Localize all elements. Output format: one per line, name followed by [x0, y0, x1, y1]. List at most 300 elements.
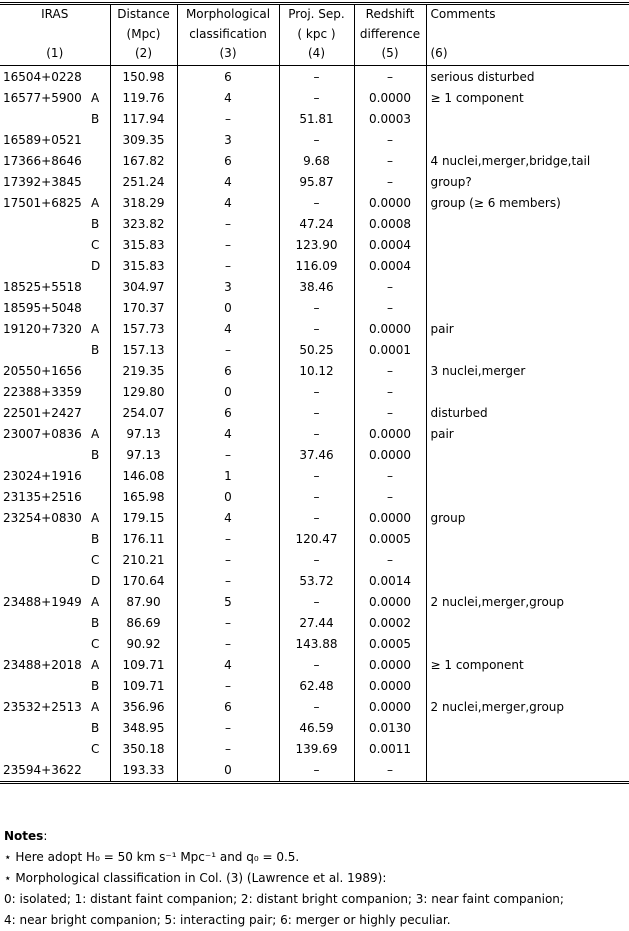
proj-sep-value: –	[279, 655, 354, 676]
iras-id: 16589+0521	[3, 132, 82, 147]
redshift-diff-value: 0.0014	[354, 571, 426, 592]
redshift-diff-value: –	[354, 466, 426, 487]
redshift-diff-value: 0.0004	[354, 256, 426, 277]
notes-title: Notes	[4, 829, 44, 843]
header-sep: Proj. Sep.	[279, 4, 354, 25]
redshift-diff-value: 0.0000	[354, 88, 426, 109]
morph-class-value: –	[177, 214, 279, 235]
iras-id: 18525+5518	[3, 279, 82, 294]
proj-sep-value: –	[279, 88, 354, 109]
iras-id: 20550+1656	[3, 363, 82, 378]
iras-id: 23488+1949	[3, 594, 82, 609]
component-label: A	[91, 594, 100, 609]
morph-class-value: –	[177, 634, 279, 655]
proj-sep-value: 47.24	[279, 214, 354, 235]
component-label: B	[91, 531, 100, 546]
header-redshift-line2: difference	[354, 25, 426, 45]
component-label: B	[91, 720, 100, 735]
distance-value: 170.37	[110, 298, 177, 319]
proj-sep-value: 10.12	[279, 361, 354, 382]
proj-sep-value: 53.72	[279, 571, 354, 592]
comment-text	[426, 298, 629, 319]
header-distance-unit: (Mpc)	[110, 25, 177, 45]
iras-id: 23594+3622	[3, 762, 82, 777]
component-label	[91, 298, 110, 319]
redshift-diff-value: 0.0005	[354, 634, 426, 655]
distance-value: 176.11	[110, 529, 177, 550]
proj-sep-value: 62.48	[279, 676, 354, 697]
morph-class-value: 4	[177, 655, 279, 676]
morph-class-value: –	[177, 340, 279, 361]
morph-class-value: –	[177, 571, 279, 592]
proj-sep-value: –	[279, 466, 354, 487]
morph-class-value: 0	[177, 487, 279, 508]
morph-class-value: –	[177, 529, 279, 550]
redshift-diff-value: 0.0000	[354, 508, 426, 529]
redshift-diff-value: –	[354, 277, 426, 298]
proj-sep-value: –	[279, 382, 354, 403]
comment-text: ≥ 1 component	[426, 655, 629, 676]
comment-text: 4 nuclei,merger,bridge,tail	[426, 151, 629, 172]
table-row	[0, 445, 629, 466]
iras-id	[0, 634, 91, 655]
iras-id	[0, 340, 91, 361]
component-label: C	[91, 741, 100, 756]
iras-id: 23007+0836	[3, 426, 82, 441]
morph-class-value: 4	[177, 424, 279, 445]
iras-id: 19120+7320	[3, 321, 82, 336]
morph-class-value: 0	[177, 298, 279, 319]
distance-value: 323.82	[110, 214, 177, 235]
table-row	[0, 403, 629, 424]
distance-value: 117.94	[110, 109, 177, 130]
distance-value: 219.35	[110, 361, 177, 382]
iras-id: 22501+2427	[3, 405, 82, 420]
redshift-diff-value: 0.0005	[354, 529, 426, 550]
iras-id	[0, 235, 91, 256]
component-label	[91, 130, 110, 151]
table-row	[0, 487, 629, 508]
component-label: A	[91, 510, 100, 525]
component-label: A	[91, 321, 100, 336]
redshift-diff-value: 0.0008	[354, 214, 426, 235]
comment-text: 3 nuclei,merger	[426, 361, 629, 382]
distance-value: 97.13	[110, 424, 177, 445]
comment-text	[426, 760, 629, 783]
iras-id: 23254+0830	[3, 510, 82, 525]
morph-class-value: 6	[177, 697, 279, 718]
proj-sep-value: –	[279, 508, 354, 529]
table-row	[0, 151, 629, 172]
redshift-diff-value: 0.0130	[354, 718, 426, 739]
proj-sep-value: 51.81	[279, 109, 354, 130]
redshift-diff-value: 0.0000	[354, 592, 426, 613]
distance-value: 129.80	[110, 382, 177, 403]
note-class-legend-1: 0: isolated; 1: distant faint companion; 2: distant bright companion; 3: near faint companion;	[4, 892, 564, 906]
comment-text	[426, 382, 629, 403]
comment-text: group?	[426, 172, 629, 193]
column-number: (6)	[426, 44, 629, 65]
redshift-diff-value: 0.0000	[354, 193, 426, 214]
distance-value: 165.98	[110, 487, 177, 508]
component-label: A	[91, 90, 100, 105]
distance-value: 318.29	[110, 193, 177, 214]
redshift-diff-value: –	[354, 403, 426, 424]
iras-id: 18595+5048	[3, 300, 82, 315]
distance-value: 179.15	[110, 508, 177, 529]
comment-text	[426, 718, 629, 739]
note-hubble-constant: ⋆ Here adopt H₀ = 50 km s⁻¹ Mpc⁻¹ and q₀ = 0.5.	[4, 850, 300, 864]
distance-value: 348.95	[110, 718, 177, 739]
redshift-diff-value: 0.0001	[354, 340, 426, 361]
iras-id: 17392+3845	[3, 174, 82, 189]
table-row	[0, 382, 629, 403]
proj-sep-value: 143.88	[279, 634, 354, 655]
proj-sep-value: –	[279, 760, 354, 783]
comment-text	[426, 235, 629, 256]
component-label	[91, 760, 110, 783]
proj-sep-value: –	[279, 403, 354, 424]
proj-sep-value: –	[279, 298, 354, 319]
distance-value: 254.07	[110, 403, 177, 424]
distance-value: 90.92	[110, 634, 177, 655]
comment-text	[426, 487, 629, 508]
proj-sep-value: 116.09	[279, 256, 354, 277]
redshift-diff-value: –	[354, 172, 426, 193]
distance-value: 356.96	[110, 697, 177, 718]
component-label: D	[91, 258, 101, 273]
comment-text: pair	[426, 424, 629, 445]
morph-class-value: 6	[177, 65, 279, 88]
iras-id: 23532+2513	[3, 699, 82, 714]
component-label: B	[91, 342, 100, 357]
morph-class-value: –	[177, 718, 279, 739]
iras-galaxy-table	[0, 2, 629, 784]
header-spacer	[0, 25, 110, 45]
comment-text	[426, 445, 629, 466]
distance-value: 309.35	[110, 130, 177, 151]
redshift-diff-value: 0.0004	[354, 235, 426, 256]
component-label	[91, 403, 110, 424]
comment-text: group	[426, 508, 629, 529]
table-row	[0, 613, 629, 634]
table-row	[0, 424, 629, 445]
morph-class-value: 6	[177, 151, 279, 172]
component-label	[91, 382, 110, 403]
morph-class-value: 5	[177, 592, 279, 613]
proj-sep-value: 38.46	[279, 277, 354, 298]
table-row	[0, 718, 629, 739]
comment-text: 2 nuclei,merger,group	[426, 592, 629, 613]
morph-class-value: –	[177, 109, 279, 130]
redshift-diff-value: –	[354, 487, 426, 508]
redshift-diff-value: –	[354, 130, 426, 151]
component-label: A	[91, 426, 100, 441]
morph-class-value: 4	[177, 172, 279, 193]
redshift-diff-value: –	[354, 550, 426, 571]
proj-sep-value: 50.25	[279, 340, 354, 361]
comment-text: 2 nuclei,merger,group	[426, 697, 629, 718]
proj-sep-value: 120.47	[279, 529, 354, 550]
proj-sep-value: –	[279, 550, 354, 571]
table-row	[0, 676, 629, 697]
redshift-diff-value: –	[354, 382, 426, 403]
iras-id	[0, 739, 91, 760]
iras-id: 17366+8646	[3, 153, 82, 168]
header-distance: Distance	[110, 4, 177, 25]
component-label	[91, 65, 110, 88]
comment-text	[426, 466, 629, 487]
iras-id	[0, 214, 91, 235]
header-iras: IRAS	[41, 7, 69, 21]
redshift-diff-value: 0.0000	[354, 424, 426, 445]
component-label: B	[91, 216, 100, 231]
component-label	[91, 151, 110, 172]
proj-sep-value: –	[279, 697, 354, 718]
table-row	[0, 277, 629, 298]
component-label: B	[91, 678, 100, 693]
iras-id: 17501+6825	[3, 195, 82, 210]
component-label: C	[91, 636, 100, 651]
distance-value: 109.71	[110, 676, 177, 697]
comment-text	[426, 550, 629, 571]
table-row	[0, 697, 629, 718]
iras-id	[0, 613, 91, 634]
iras-id	[0, 550, 91, 571]
table-body	[0, 65, 629, 782]
iras-id: 16504+0228	[3, 69, 82, 84]
morph-class-value: –	[177, 613, 279, 634]
header-morph-line2: classification	[177, 25, 279, 45]
comment-text	[426, 529, 629, 550]
comment-text: group (≥ 6 members)	[426, 193, 629, 214]
column-number: (3)	[177, 44, 279, 65]
comment-text	[426, 214, 629, 235]
redshift-diff-value: –	[354, 361, 426, 382]
redshift-diff-value: –	[354, 151, 426, 172]
proj-sep-value: –	[279, 424, 354, 445]
component-label: A	[91, 699, 100, 714]
proj-sep-value: 46.59	[279, 718, 354, 739]
proj-sep-value: –	[279, 193, 354, 214]
iras-id: 22388+3359	[3, 384, 82, 399]
table-row	[0, 340, 629, 361]
distance-value: 150.98	[110, 65, 177, 88]
morph-class-value: –	[177, 739, 279, 760]
component-label	[91, 487, 110, 508]
header-comments: Comments	[426, 4, 629, 25]
component-label: B	[91, 447, 100, 462]
comment-text	[426, 739, 629, 760]
table-row	[0, 88, 629, 109]
iras-id	[0, 718, 91, 739]
morph-class-value: 4	[177, 319, 279, 340]
iras-id: 23024+1916	[3, 468, 82, 483]
morph-class-value: –	[177, 256, 279, 277]
comment-text: disturbed	[426, 403, 629, 424]
table-row	[0, 739, 629, 760]
component-label	[91, 466, 110, 487]
distance-value: 86.69	[110, 613, 177, 634]
morph-class-value: –	[177, 235, 279, 256]
redshift-diff-value: 0.0000	[354, 445, 426, 466]
proj-sep-value: 95.87	[279, 172, 354, 193]
iras-id	[0, 571, 91, 592]
morph-class-value: 1	[177, 466, 279, 487]
morph-class-value: 4	[177, 88, 279, 109]
table-row	[0, 193, 629, 214]
table-row	[0, 760, 629, 783]
distance-value: 167.82	[110, 151, 177, 172]
component-label: C	[91, 237, 100, 252]
redshift-diff-value: 0.0000	[354, 697, 426, 718]
morph-class-value: –	[177, 676, 279, 697]
table-row	[0, 529, 629, 550]
proj-sep-value: 123.90	[279, 235, 354, 256]
table-row	[0, 361, 629, 382]
distance-value: 315.83	[110, 256, 177, 277]
morph-class-value: 0	[177, 760, 279, 783]
table-row	[0, 65, 629, 88]
table-row	[0, 172, 629, 193]
distance-value: 170.64	[110, 571, 177, 592]
proj-sep-value: –	[279, 592, 354, 613]
table-row	[0, 298, 629, 319]
comment-text	[426, 634, 629, 655]
proj-sep-value: –	[279, 65, 354, 88]
morph-class-value: 0	[177, 382, 279, 403]
proj-sep-value: –	[279, 319, 354, 340]
morph-class-value: 4	[177, 508, 279, 529]
proj-sep-value: 27.44	[279, 613, 354, 634]
table-row	[0, 592, 629, 613]
proj-sep-value: –	[279, 130, 354, 151]
distance-value: 97.13	[110, 445, 177, 466]
component-label: A	[91, 195, 100, 210]
iras-id	[0, 676, 91, 697]
header-sep-unit: ( kpc )	[279, 25, 354, 45]
note-morph-classification: ⋆ Morphological classification in Col. (3) (Lawrence et al. 1989):	[4, 871, 387, 885]
note-class-legend-2: 4: near bright companion; 5: interacting pair; 6: merger or highly peculiar.	[4, 913, 451, 927]
comment-text: ≥ 1 component	[426, 88, 629, 109]
comment-text: pair	[426, 319, 629, 340]
proj-sep-value: 9.68	[279, 151, 354, 172]
redshift-diff-value: 0.0011	[354, 739, 426, 760]
redshift-diff-value: –	[354, 760, 426, 783]
morph-class-value: 3	[177, 130, 279, 151]
distance-value: 157.13	[110, 340, 177, 361]
proj-sep-value: 139.69	[279, 739, 354, 760]
distance-value: 350.18	[110, 739, 177, 760]
component-label: C	[91, 552, 100, 567]
table-row	[0, 466, 629, 487]
morph-class-value: 6	[177, 361, 279, 382]
iras-id	[0, 256, 91, 277]
iras-id: 16577+5900	[3, 90, 82, 105]
table-row	[0, 109, 629, 130]
table-row	[0, 130, 629, 151]
iras-id	[0, 109, 91, 130]
redshift-diff-value: –	[354, 65, 426, 88]
morph-class-value: –	[177, 445, 279, 466]
notes-section	[4, 826, 564, 931]
comment-text	[426, 109, 629, 130]
component-label: D	[91, 573, 101, 588]
redshift-diff-value: 0.0003	[354, 109, 426, 130]
comment-text	[426, 130, 629, 151]
component-label	[91, 277, 110, 298]
distance-value: 109.71	[110, 655, 177, 676]
column-number: (2)	[110, 44, 177, 65]
redshift-diff-value: 0.0000	[354, 655, 426, 676]
component-label: A	[91, 657, 100, 672]
comment-text	[426, 676, 629, 697]
component-label: B	[91, 615, 100, 630]
column-number: (5)	[354, 44, 426, 65]
header-spacer	[426, 25, 629, 45]
distance-value: 251.24	[110, 172, 177, 193]
morph-class-value: 4	[177, 193, 279, 214]
comment-text: serious disturbed	[426, 65, 629, 88]
comment-text	[426, 277, 629, 298]
distance-value: 193.33	[110, 760, 177, 783]
table-row	[0, 508, 629, 529]
distance-value: 304.97	[110, 277, 177, 298]
component-label: B	[91, 111, 100, 126]
comment-text	[426, 613, 629, 634]
redshift-diff-value: 0.0000	[354, 319, 426, 340]
table-header	[0, 4, 629, 66]
header-redshift: Redshift	[354, 4, 426, 25]
morph-class-value: 6	[177, 403, 279, 424]
proj-sep-value: –	[279, 487, 354, 508]
component-label	[91, 172, 110, 193]
iras-id	[0, 529, 91, 550]
header-morph: Morphological	[177, 4, 279, 25]
table-row	[0, 235, 629, 256]
component-label	[91, 361, 110, 382]
table-row	[0, 550, 629, 571]
comment-text	[426, 256, 629, 277]
table-row	[0, 214, 629, 235]
iras-id: 23488+2018	[3, 657, 82, 672]
distance-value: 157.73	[110, 319, 177, 340]
distance-value: 87.90	[110, 592, 177, 613]
redshift-diff-value: 0.0002	[354, 613, 426, 634]
morph-class-value: 3	[177, 277, 279, 298]
proj-sep-value: 37.46	[279, 445, 354, 466]
table-row	[0, 655, 629, 676]
comment-text	[426, 571, 629, 592]
column-number: (4)	[279, 44, 354, 65]
notes-heading	[4, 826, 564, 847]
morph-class-value: –	[177, 550, 279, 571]
table-row	[0, 319, 629, 340]
table-row	[0, 571, 629, 592]
comment-text	[426, 340, 629, 361]
distance-value: 119.76	[110, 88, 177, 109]
table-row	[0, 634, 629, 655]
notes-colon: :	[43, 829, 48, 843]
column-number: (1)	[0, 44, 110, 65]
redshift-diff-value: –	[354, 298, 426, 319]
redshift-diff-value: 0.0000	[354, 676, 426, 697]
distance-value: 146.08	[110, 466, 177, 487]
distance-value: 210.21	[110, 550, 177, 571]
iras-id: 23135+2516	[3, 489, 82, 504]
table-row	[0, 256, 629, 277]
iras-id	[0, 445, 91, 466]
